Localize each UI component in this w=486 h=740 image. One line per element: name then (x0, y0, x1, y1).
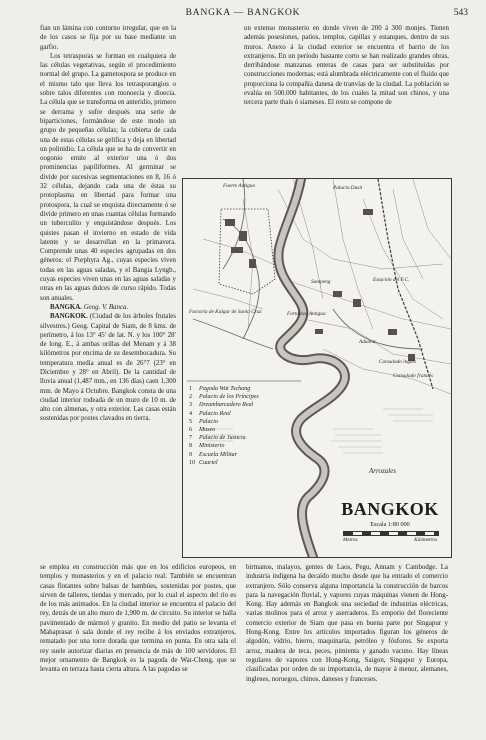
right-top-column (244, 24, 449, 108)
map-label: Consulado francés (393, 373, 433, 379)
paragraph: se emplea en construcción más que en los edificios europeos, en templos y monasterios y en el palacio real. También se encuentran casas flotantes sobre balsas de bambúes, sostenidas por postes, que sirven de talleres, tiendas y mercado, por lo cual el aspecto del río es de los más animados. En la ciudad interior se encuentra el palacio del rey, detrás de un alto muro de 1,900 m. de circuito. Su interior se halla pavimentado de mármol y granito. En medio del patio se levanta el Mahaprasat ó sala donde el rey recibe á los enviados extranjeros, rematado por una torre dorada que termina en punta. En otra sala el rey suele autorizar diarias en presencia de más de 100 servidores. El mejor ornamento de Bangkok es la pagoda de Wat-Cheng, que se levanta en terraza hasta cierta altura. A las pagodas se (40, 564, 236, 674)
map-scale-labels (343, 537, 437, 543)
map-scale-text: Escala 1:80 000 (370, 521, 410, 528)
map-title: BANGKOK (341, 499, 439, 519)
entry-headword: BANGKOK. (50, 313, 88, 321)
map-label: Arrozales (369, 467, 396, 475)
scale-label: Kilómetros (414, 537, 437, 543)
entry-text: (Ciudad de los árboles frutales silvestres.) Geog. Capital de Siam, de 8 kms. de perímetro, á los 13° 45′ de lat. N. y los 100° 28′ de long. E., á ambas orillas del Menam y á 38 kilómetros por encima de su desembocadura. Su temperatura media anual es de 26°7 (23° en Diciembre y 28° en Abril). De la cantidad de lluvia anual (1,487 mm., en 136 días) caen 1,300 mm. de Mayo á Octubre. Bangkok consta de una ciudad interior rodeada de un muro de 10 m. de alto con almenas, y otra exterior. Las casas están sostenidas por postes clavados en tierra. (40, 313, 176, 423)
map-label: Factoría de Kalgar de Santa Cruz (189, 309, 262, 315)
paragraph: un extenso monasterio en donde viven de 200 á 300 monjes. Tienen además posesiones, patios, templos, capillas y estanques, dentro de sus muros. Anexo á la ciudad exterior se encuentra el barrio de los extranjeros. En un período bastante corto se han realizado grandes obras, derribándose manzanas enteras de casas para ser substituídas por construcciones modernas; está alumbrada eléctricamente con el fluido que proporciona la compañía danesa de tranvías de la ciudad. La población se evalúa en 500.000 habitantes, de los cuales la mitad son chinos, y una tercera parte thais ó siameses. El resto se compone de (244, 25, 449, 107)
entry-bangka (40, 303, 176, 312)
map-label: Palacio Dusit (333, 185, 363, 191)
paragraph: birmanos, malayos, gentes de Laos, Pegu, Annam y Cambodge. La industria indígena ha decaído mucho desde que ha entrado el comercio extranjero. Sólo conserva alguna importancia la construcción de barcos para la navegación fluvial, y vapores cuyas máquinas vienen de Hong-Kong. Hay además en Bangkok una sociedad de industrias eléctricas, varias molinos para el arroz y aserraderos. Es emporio del floreciente comercio exterior de Siam que pasa en buena parte por Singapur y Hong-Kong. Entre los artículos importados figuran los géneros de algodón, vidrio, hierro, maquinaria, petróleo y fósforos. Se exporta arroz, madera de teca, peces, pimienta y ganado vacuno. Hay líneas regulares de vapores con Hong-Kong, Saigon, Singapur y Europa, clasificadas por orden de su importancia, de mayor á menor, alemanes, ingleses, noruegos, chinos, daneses y franceses. (246, 564, 448, 683)
legend-item: 3 Dreambarcadero Real (189, 402, 254, 409)
entry-text: Geog. V. Banca. (83, 303, 129, 311)
scale-label: Metros (343, 537, 358, 543)
map-label: Aduana (359, 339, 376, 345)
entry-bangkok (40, 312, 176, 424)
map-legend (189, 385, 297, 467)
legend-item: 2 Palacio de los Príncipes (189, 394, 259, 401)
city-map (182, 178, 452, 558)
legend-item: 8 Ministerio (189, 443, 225, 450)
legend-item: 9 Escuela Militar (189, 451, 238, 458)
legend-item: 4 Palacio Real (189, 410, 231, 417)
left-column (40, 24, 176, 424)
paragraph: fian un lámina con contorno irregular, que en la de los casos se fija por su base mediante un garfio. (40, 25, 176, 51)
map-label: Fuerte Antiguo (223, 183, 256, 189)
map-label: Fortaleza Antigua (287, 311, 326, 317)
bottom-left-column (40, 563, 236, 675)
legend-item: 7 Palacio de Justicia (189, 435, 246, 442)
map-scale-bar (343, 531, 439, 536)
legend-item: 5 Palacio (189, 418, 218, 425)
paragraph: Los tetrasporas se forman en cualquiera de las células vegetativas, según el procedimiento normal del grupo. La gametospora se produce en el mismo talo que lleva los tetrasporangios o sobre talos diferentes con monoecia y dioecia. La célula que se transforma en anteridio, primero se derrama y sufre después una serie de biparticiones, formándose de este modo un grupo de pequeñas células; la cubierta de cada una de estas células se gelifica y deja en libertad un polinidio. La célula que se ha de convertir en oogonio emite al exterior una ó dos prominencias papiliformes. Al germinar se divide por sucesivas segmentaciones en 8, 16 ó 32 células, dejando cada una de éstas su protoplasma en libertad para formar una protospora, la cual se enquista directamente ó se divide primero en unas cuantas células formando un tuberculito y enquistándose después. Los quistes pasan el invierno en estado de vida latente y se desarrollan en la primavera. Comprende unas 40 especies agrupadas en dos géneros: el Porphyra Ag., cuyas especies viven todas en las aguas saladas, y el Bangia Lyngb., cuyas especies viven unas en las aguas saladas y otras en las aguas dulces de curso rápido. Todas son anuales. (40, 52, 176, 302)
bottom-right-column (246, 563, 448, 684)
legend-item: 1 Pagoda Wat Tschang (189, 386, 251, 392)
page-number: 543 (453, 8, 468, 18)
running-header: BANGKA — BANGKOK (185, 8, 301, 18)
map-label: Estación del F.C. (373, 277, 410, 283)
entry-headword: BANGKA. (50, 303, 82, 311)
map-label: Consulado inglés (379, 359, 416, 365)
legend-item: 6 Museo (189, 427, 216, 434)
map-label: Sampeng (311, 279, 331, 285)
legend-item: 10 Cuartel (189, 459, 218, 466)
